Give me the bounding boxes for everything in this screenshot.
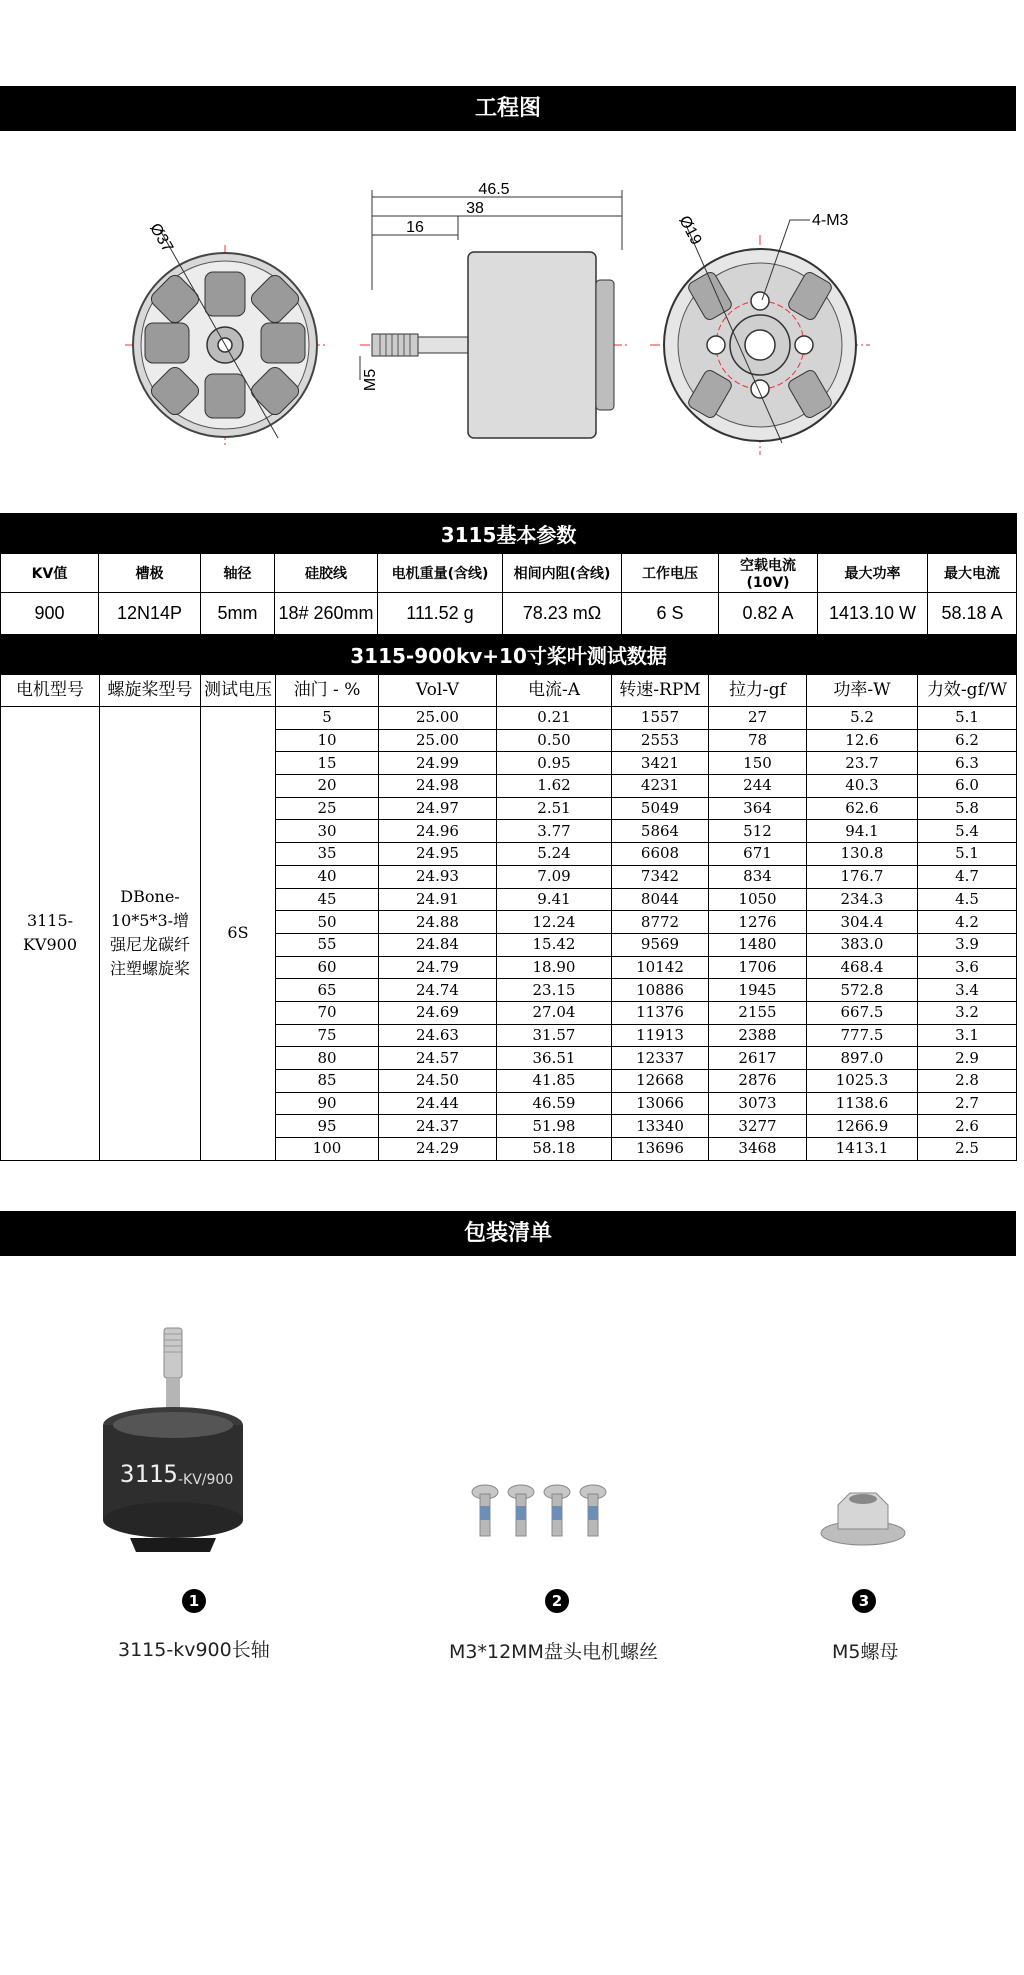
motor-image xyxy=(100,1320,260,1560)
item-label-nut: M5螺母 xyxy=(832,1641,899,1663)
screw-icon xyxy=(544,1485,570,1536)
test-cell: 244 xyxy=(709,775,807,798)
basic-params-table xyxy=(0,513,1017,675)
test-cell: 24.96 xyxy=(379,820,497,843)
screw-icon xyxy=(508,1485,534,1536)
test-cell: 18.90 xyxy=(497,956,612,979)
test-cell: 6608 xyxy=(612,843,709,866)
test-header: 电流-A xyxy=(497,675,612,707)
engineering-drawings xyxy=(0,180,1016,490)
test-cell: 1025.3 xyxy=(807,1070,918,1093)
test-cell: 6.0 xyxy=(918,775,1017,798)
test-cell: 304.4 xyxy=(807,911,918,934)
test-voltage-cell: 6S xyxy=(201,707,276,1161)
mount-holes-label: 4-M3 xyxy=(812,212,849,229)
test-cell: 2.9 xyxy=(918,1047,1017,1070)
test-cell: 176.7 xyxy=(807,865,918,888)
test-cell: 24.57 xyxy=(379,1047,497,1070)
test-cell: 24.69 xyxy=(379,1001,497,1024)
test-cell: 58.18 xyxy=(497,1138,612,1161)
test-cell: 51.98 xyxy=(497,1115,612,1138)
test-cell: 24.79 xyxy=(379,956,497,979)
test-cell: 1266.9 xyxy=(807,1115,918,1138)
test-cell: 95 xyxy=(276,1115,379,1138)
test-cell: 3.1 xyxy=(918,1024,1017,1047)
test-data-table xyxy=(0,674,1017,1161)
test-cell: 3.2 xyxy=(918,1001,1017,1024)
test-cell: 2553 xyxy=(612,729,709,752)
test-cell: 50 xyxy=(276,911,379,934)
test-cell: 24.95 xyxy=(379,843,497,866)
param-value: 1413.10 W xyxy=(818,593,928,635)
test-header: Vol-V xyxy=(379,675,497,707)
item-label-motor: 3115-kv900长轴 xyxy=(118,1639,270,1661)
test-cell: 5.4 xyxy=(918,820,1017,843)
test-cell: 10142 xyxy=(612,956,709,979)
param-value: 5mm xyxy=(201,593,275,635)
rear-diameter-label: Ø19 xyxy=(675,213,705,248)
test-cell: 60 xyxy=(276,956,379,979)
engineering-drawing-title-bar xyxy=(0,86,1016,131)
test-cell: 13696 xyxy=(612,1138,709,1161)
test-cell: 25.00 xyxy=(379,729,497,752)
test-cell: 6.3 xyxy=(918,752,1017,775)
test-cell: 36.51 xyxy=(497,1047,612,1070)
test-cell: 11913 xyxy=(612,1024,709,1047)
test-cell: 23.15 xyxy=(497,979,612,1002)
test-cell: 1557 xyxy=(612,707,709,730)
test-cell: 30 xyxy=(276,820,379,843)
packing-list-title-bar xyxy=(0,1211,1016,1256)
test-cell: 3.9 xyxy=(918,933,1017,956)
test-cell: 9569 xyxy=(612,933,709,956)
rear-view-drawing xyxy=(650,212,870,455)
test-cell: 5.1 xyxy=(918,843,1017,866)
test-cell: 13340 xyxy=(612,1115,709,1138)
test-header-row xyxy=(1,675,1017,707)
test-cell: 5 xyxy=(276,707,379,730)
param-header: 空载电流(10V) xyxy=(719,554,818,593)
packing-list-title: 包装清单 xyxy=(463,1221,552,1246)
test-cell: 8044 xyxy=(612,888,709,911)
param-value: 0.82 A xyxy=(719,593,818,635)
motor-print-model: 3115 xyxy=(120,1460,178,1488)
test-cell: 3.77 xyxy=(497,820,612,843)
test-cell: 4231 xyxy=(612,775,709,798)
test-cell: 5.24 xyxy=(497,843,612,866)
front-diameter-label: Ø37 xyxy=(146,220,177,256)
test-cell: 24.88 xyxy=(379,911,497,934)
test-cell: 24.84 xyxy=(379,933,497,956)
test-cell: 27 xyxy=(709,707,807,730)
test-cell: 3.6 xyxy=(918,956,1017,979)
test-cell: 0.50 xyxy=(497,729,612,752)
param-header: 槽极 xyxy=(99,554,201,593)
test-cell: 1413.1 xyxy=(807,1138,918,1161)
test-row xyxy=(1,707,1017,730)
test-header: 力效-gf/W xyxy=(918,675,1017,707)
test-cell: 8772 xyxy=(612,911,709,934)
test-cell: 40 xyxy=(276,865,379,888)
param-value: 12N14P xyxy=(99,593,201,635)
test-cell: 3277 xyxy=(709,1115,807,1138)
test-header: 油门 - % xyxy=(276,675,379,707)
param-header: KV值 xyxy=(1,554,99,593)
nut-image xyxy=(818,1485,908,1555)
test-cell: 2.6 xyxy=(918,1115,1017,1138)
test-cell: 5049 xyxy=(612,797,709,820)
test-cell: 15.42 xyxy=(497,933,612,956)
param-value: 6 S xyxy=(622,593,719,635)
test-cell: 1138.6 xyxy=(807,1092,918,1115)
test-cell: 383.0 xyxy=(807,933,918,956)
test-cell: 45 xyxy=(276,888,379,911)
test-cell: 41.85 xyxy=(497,1070,612,1093)
test-cell: 85 xyxy=(276,1070,379,1093)
test-cell: 46.59 xyxy=(497,1092,612,1115)
test-cell: 90 xyxy=(276,1092,379,1115)
test-cell: 62.6 xyxy=(807,797,918,820)
item-number-badge: 1 xyxy=(182,1589,206,1613)
item-label-screws: M3*12MM盘头电机螺丝 xyxy=(449,1641,658,1663)
motor-model-cell: 3115- KV900 xyxy=(1,707,100,1161)
param-header: 相间内阻(含线) xyxy=(503,554,622,593)
screws-image xyxy=(465,1480,625,1560)
test-cell: 1050 xyxy=(709,888,807,911)
test-cell: 12668 xyxy=(612,1070,709,1093)
front-view-drawing xyxy=(125,221,325,445)
test-cell: 24.44 xyxy=(379,1092,497,1115)
test-cell: 24.63 xyxy=(379,1024,497,1047)
test-cell: 5.2 xyxy=(807,707,918,730)
test-cell: 12.24 xyxy=(497,911,612,934)
test-cell: 671 xyxy=(709,843,807,866)
param-value: 58.18 A xyxy=(928,593,1017,635)
test-cell: 12337 xyxy=(612,1047,709,1070)
test-cell: 2.7 xyxy=(918,1092,1017,1115)
test-cell: 9.41 xyxy=(497,888,612,911)
test-header: 螺旋桨型号 xyxy=(100,675,201,707)
test-header: 功率-W xyxy=(807,675,918,707)
test-cell: 2388 xyxy=(709,1024,807,1047)
test-cell: 80 xyxy=(276,1047,379,1070)
test-cell: 2.51 xyxy=(497,797,612,820)
test-cell: 100 xyxy=(276,1138,379,1161)
param-header: 最大功率 xyxy=(818,554,928,593)
test-cell: 25.00 xyxy=(379,707,497,730)
test-cell: 1480 xyxy=(709,933,807,956)
test-cell: 27.04 xyxy=(497,1001,612,1024)
basic-params-header-row xyxy=(1,554,1017,593)
test-cell: 24.98 xyxy=(379,775,497,798)
screw-icon xyxy=(472,1485,498,1536)
basic-params-title: 3115基本参数 xyxy=(1,514,1017,554)
test-cell: 130.8 xyxy=(807,843,918,866)
test-cell: 23.7 xyxy=(807,752,918,775)
shaft-length-label: 16 xyxy=(406,219,424,236)
test-cell: 70 xyxy=(276,1001,379,1024)
test-cell: 2155 xyxy=(709,1001,807,1024)
test-cell: 0.21 xyxy=(497,707,612,730)
test-cell: 40.3 xyxy=(807,775,918,798)
test-cell: 6.2 xyxy=(918,729,1017,752)
param-header: 轴径 xyxy=(201,554,275,593)
test-cell: 13066 xyxy=(612,1092,709,1115)
item-number-badge: 2 xyxy=(545,1589,569,1613)
test-cell: 1945 xyxy=(709,979,807,1002)
test-cell: 2.8 xyxy=(918,1070,1017,1093)
test-cell: 55 xyxy=(276,933,379,956)
param-value: 18# 260mm xyxy=(275,593,378,635)
param-header: 工作电压 xyxy=(622,554,719,593)
test-cell: 897.0 xyxy=(807,1047,918,1070)
param-value: 111.52 g xyxy=(378,593,503,635)
test-cell: 94.1 xyxy=(807,820,918,843)
param-header: 最大电流 xyxy=(928,554,1017,593)
test-cell: 11376 xyxy=(612,1001,709,1024)
test-header: 测试电压 xyxy=(201,675,276,707)
screw-icon xyxy=(580,1485,606,1536)
test-cell: 5.1 xyxy=(918,707,1017,730)
test-cell: 20 xyxy=(276,775,379,798)
test-cell: 364 xyxy=(709,797,807,820)
test-cell: 24.37 xyxy=(379,1115,497,1138)
test-cell: 3421 xyxy=(612,752,709,775)
test-cell: 777.5 xyxy=(807,1024,918,1047)
test-cell: 3073 xyxy=(709,1092,807,1115)
propeller-cell: DBone- 10*5*3-增 强尼龙碳纤 注塑螺旋桨 xyxy=(100,707,201,1161)
test-cell: 468.4 xyxy=(807,956,918,979)
test-cell: 31.57 xyxy=(497,1024,612,1047)
test-header: 转速-RPM xyxy=(612,675,709,707)
test-cell: 24.74 xyxy=(379,979,497,1002)
test-cell: 572.8 xyxy=(807,979,918,1002)
test-cell: 4.7 xyxy=(918,865,1017,888)
test-cell: 150 xyxy=(709,752,807,775)
test-cell: 24.91 xyxy=(379,888,497,911)
test-cell: 4.2 xyxy=(918,911,1017,934)
test-cell: 24.93 xyxy=(379,865,497,888)
test-cell: 1706 xyxy=(709,956,807,979)
test-cell: 35 xyxy=(276,843,379,866)
test-cell: 1.62 xyxy=(497,775,612,798)
shaft-thread-label: M5 xyxy=(362,368,379,392)
test-cell: 512 xyxy=(709,820,807,843)
test-cell: 24.97 xyxy=(379,797,497,820)
param-header: 硅胶线 xyxy=(275,554,378,593)
test-header: 电机型号 xyxy=(1,675,100,707)
test-cell: 24.29 xyxy=(379,1138,497,1161)
test-cell: 834 xyxy=(709,865,807,888)
test-cell: 7342 xyxy=(612,865,709,888)
test-cell: 10 xyxy=(276,729,379,752)
test-cell: 24.50 xyxy=(379,1070,497,1093)
test-cell: 3.4 xyxy=(918,979,1017,1002)
test-data-title: 3115-900kv+10寸桨叶测试数据 xyxy=(1,635,1017,675)
test-cell: 5864 xyxy=(612,820,709,843)
test-cell: 24.99 xyxy=(379,752,497,775)
motor-print-kv: -KV/900 xyxy=(178,1472,234,1488)
param-value: 900 xyxy=(1,593,99,635)
basic-params-value-row xyxy=(1,593,1017,635)
test-cell: 7.09 xyxy=(497,865,612,888)
test-cell: 65 xyxy=(276,979,379,1002)
test-cell: 1276 xyxy=(709,911,807,934)
test-cell: 4.5 xyxy=(918,888,1017,911)
param-value: 78.23 mΩ xyxy=(503,593,622,635)
side-view-drawing xyxy=(360,181,630,438)
item-number-badge: 3 xyxy=(852,1589,876,1613)
test-header: 拉力-gf xyxy=(709,675,807,707)
test-cell: 5.8 xyxy=(918,797,1017,820)
test-cell: 2617 xyxy=(709,1047,807,1070)
overall-length-label: 46.5 xyxy=(478,181,510,198)
test-cell: 2.5 xyxy=(918,1138,1017,1161)
test-cell: 25 xyxy=(276,797,379,820)
test-cell: 3468 xyxy=(709,1138,807,1161)
test-cell: 234.3 xyxy=(807,888,918,911)
test-cell: 2876 xyxy=(709,1070,807,1093)
test-cell: 667.5 xyxy=(807,1001,918,1024)
test-cell: 0.95 xyxy=(497,752,612,775)
param-header: 电机重量(含线) xyxy=(378,554,503,593)
test-cell: 75 xyxy=(276,1024,379,1047)
engineering-drawing-title: 工程图 xyxy=(474,96,541,121)
test-cell: 12.6 xyxy=(807,729,918,752)
body-length-label: 38 xyxy=(466,200,484,217)
test-cell: 10886 xyxy=(612,979,709,1002)
test-cell: 78 xyxy=(709,729,807,752)
test-cell: 15 xyxy=(276,752,379,775)
